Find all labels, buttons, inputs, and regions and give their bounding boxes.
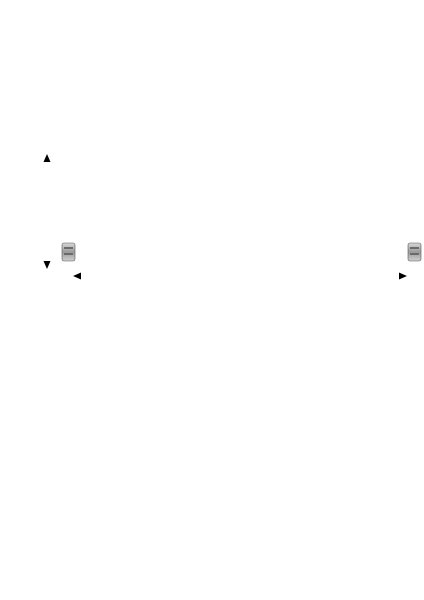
height-dimension-arrow [44, 154, 51, 269]
width-dimension-arrow [73, 273, 407, 280]
left-valve-icon [62, 243, 75, 261]
right-valve-icon [408, 243, 421, 261]
